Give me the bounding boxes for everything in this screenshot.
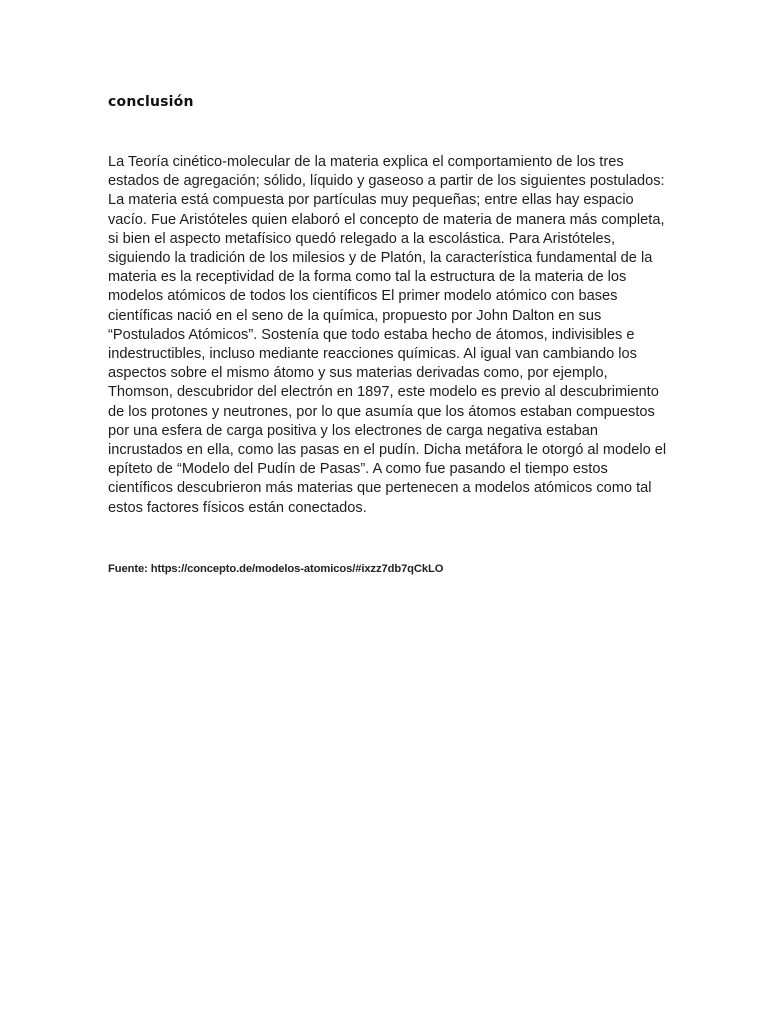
source-citation: Fuente: https://concepto.de/modelos-atomicos/#ixzz7db7qCkLO	[108, 563, 444, 575]
conclusion-paragraph: La Teoría cinético-molecular de la materia explica el comportamiento de los tres estados de agregación; sólido, líquido y gaseoso a partir de los siguientes postulados: La materia está compuesta por partículas muy pequeñas; entre ellas hay espacio vacío. Fue Aristóteles quien elaboró el concepto de materia de manera más completa, si bien el aspecto metafísico quedó relegado a la escolástica. Para Aristóteles, siguiendo la tradición de los milesios y de Platón, la característica fundamental de la materia es la receptividad de la forma como tal la estructura de la materia de los modelos atómicos de todos los científicos El primer modelo atómico con bases científicas nació en el seno de la química, propuesto por John Dalton en sus “Postulados Atómicos”. Sostenía que todo estaba hecho de átomos, indivisibles e indestructibles, incluso mediante reacciones químicas. Al igual van cambiando los aspectos sobre el mismo átomo y sus materias derivadas como, por ejemplo, Thomson, descubridor del electrón en 1897, este modelo es previo al descubrimiento de los protones y neutrones, por lo que asumía que los átomos estaban compuestos por una esfera de carga positiva y los electrones de carga negativa estaban incrustados en ella, como las pasas en el pudín. Dicha metáfora le otorgó al modelo el epíteto de “Modelo del Pudín de Pasas”. A como fue pasando el tiempo estos científicos descubrieron más materias que pertenecen a modelos atómicos como tal estos factores físicos están conectados.	[108, 154, 667, 516]
page-title: conclusión	[108, 94, 194, 110]
